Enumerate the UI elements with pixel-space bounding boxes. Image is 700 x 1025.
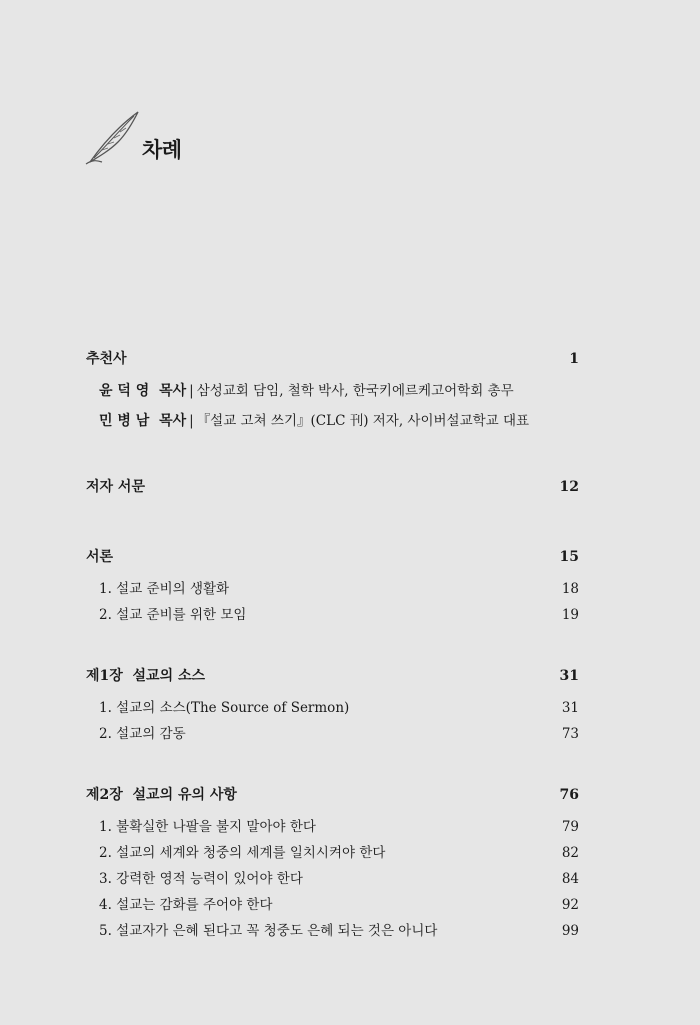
toc-item-label: 1. 불확실한 나팔을 불지 말아야 한다	[99, 819, 316, 835]
toc-entry-title: 서론	[86, 549, 114, 565]
author-name: 윤 덕 영 목사	[99, 383, 187, 399]
toc-item-page: 19	[561, 607, 579, 623]
toc-entry-recommendation[interactable]	[86, 344, 579, 374]
toc-item[interactable]	[86, 695, 579, 721]
author-desc: 삼성교회 담임, 철학 박사, 한국키에르케고어학회 총무	[196, 383, 514, 399]
toc-item-page: 79	[561, 819, 579, 835]
toc-entry-page: 12	[559, 479, 579, 495]
toc-item-label: 1. 설교 준비의 생활화	[99, 581, 230, 597]
toc-item[interactable]	[86, 602, 579, 628]
toc-item-label: 3. 강력한 영적 능력이 있어야 한다	[99, 871, 303, 887]
page-title: 차례	[142, 138, 182, 162]
toc-item-page: 99	[561, 923, 579, 939]
toc-entry-chapter-1[interactable]	[86, 661, 579, 691]
author-name: 민 병 남 목사	[99, 413, 187, 429]
toc-item[interactable]	[86, 866, 579, 892]
toc-item-page: 73	[561, 726, 579, 742]
toc-item-page: 82	[561, 845, 579, 861]
author-entry	[86, 406, 579, 436]
toc-item[interactable]	[86, 814, 579, 840]
toc-entry-page: 1	[569, 351, 579, 367]
toc-entry-intro[interactable]	[86, 542, 579, 572]
toc-item[interactable]	[86, 721, 579, 747]
toc-item-page: 84	[561, 871, 579, 887]
toc-entry-chapter-2[interactable]	[86, 780, 579, 810]
toc-item-label: 2. 설교의 감동	[99, 726, 186, 742]
author-entry	[86, 376, 579, 406]
toc-entry-preface[interactable]	[86, 472, 579, 502]
toc-item-label: 2. 설교의 세계와 청중의 세계를 일치시켜야 한다	[99, 845, 386, 861]
toc-entry-title: 저자 서문	[86, 479, 145, 495]
toc-item-label: 1. 설교의 소스(The Source of Sermon)	[99, 700, 350, 716]
toc-item-page: 31	[561, 700, 579, 716]
table-of-contents	[86, 344, 579, 944]
toc-entry-title: 추천사	[86, 351, 127, 367]
toc-item[interactable]	[86, 840, 579, 866]
toc-entry-page: 15	[559, 549, 579, 565]
separator: |	[189, 383, 194, 399]
toc-item-label: 2. 설교 준비를 위한 모임	[99, 607, 247, 623]
toc-entry-page: 31	[559, 668, 579, 684]
toc-entry-title: 제1장 설교의 소스	[86, 668, 206, 684]
separator: |	[189, 413, 194, 429]
author-desc: 『설교 고쳐 쓰기』(CLC 刊) 저자, 사이버설교학교 대표	[196, 413, 530, 429]
toc-item-label: 5. 설교자가 은혜 된다고 꼭 청중도 은혜 되는 것은 아니다	[99, 923, 438, 939]
quill-icon	[82, 108, 144, 166]
toc-item-page: 92	[561, 897, 579, 913]
toc-item[interactable]	[86, 918, 579, 944]
toc-item[interactable]	[86, 576, 579, 602]
toc-item-label: 4. 설교는 감화를 주어야 한다	[99, 897, 273, 913]
toc-entry-page: 76	[559, 787, 579, 803]
toc-item[interactable]	[86, 892, 579, 918]
toc-item-page: 18	[561, 581, 579, 597]
toc-entry-title: 제2장 설교의 유의 사항	[86, 787, 237, 803]
title-block	[82, 108, 182, 166]
